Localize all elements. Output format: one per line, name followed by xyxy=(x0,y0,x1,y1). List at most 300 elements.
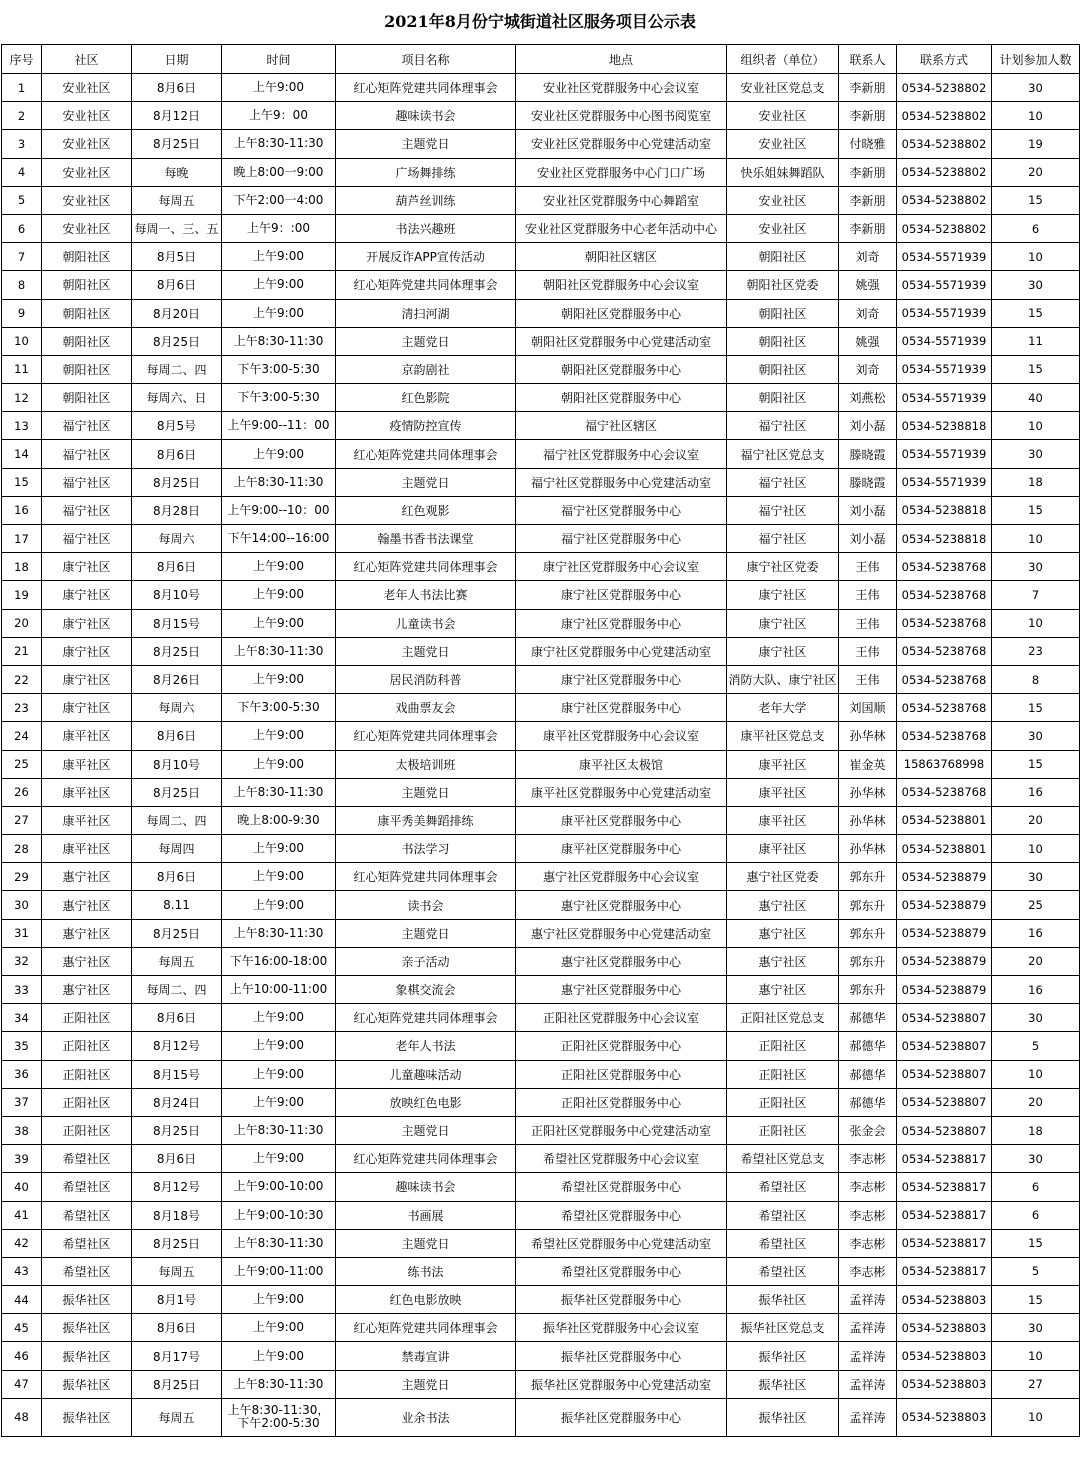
cell-project: 主题党日 xyxy=(336,919,516,947)
cell-organizer: 老年大学 xyxy=(727,694,839,722)
cell-phone: 0534-5238803 xyxy=(897,1370,992,1398)
cell-contact: 郝德华 xyxy=(839,1004,897,1032)
cell-location: 安业社区党群服务中心老年活动中心 xyxy=(516,214,727,242)
cell-date: 8月12日 xyxy=(132,102,222,130)
table-row xyxy=(2,468,1080,496)
cell-no: 47 xyxy=(2,1370,42,1398)
cell-phone: 0534-5238807 xyxy=(897,1004,992,1032)
cell-community: 惠宁社区 xyxy=(42,891,132,919)
cell-phone: 0534-5238817 xyxy=(897,1257,992,1285)
cell-no: 11 xyxy=(2,355,42,383)
cell-phone: 0534-5238818 xyxy=(897,412,992,440)
cell-time: 上午8:30-11:30，下午2:00-5:30 xyxy=(222,1398,336,1436)
cell-count: 30 xyxy=(992,1145,1080,1173)
cell-project: 开展反诈APP宣传活动 xyxy=(336,243,516,271)
cell-project: 老年人书法比赛 xyxy=(336,581,516,609)
cell-organizer: 福宁社区 xyxy=(727,412,839,440)
cell-time: 上午9:00 xyxy=(222,271,336,299)
cell-time: 上午9:00 xyxy=(222,299,336,327)
cell-phone: 0534-5571939 xyxy=(897,440,992,468)
cell-no: 22 xyxy=(2,665,42,693)
cell-count: 10 xyxy=(992,243,1080,271)
cell-location: 惠宁社区党群服务中心党建活动室 xyxy=(516,919,727,947)
cell-organizer: 朝阳社区 xyxy=(727,327,839,355)
cell-phone: 0534-5238817 xyxy=(897,1201,992,1229)
cell-date: 8月15号 xyxy=(132,609,222,637)
cell-community: 安业社区 xyxy=(42,186,132,214)
table-row xyxy=(2,74,1080,102)
cell-no: 29 xyxy=(2,863,42,891)
table-row xyxy=(2,947,1080,975)
header-count: 计划参加人数 xyxy=(992,45,1080,74)
cell-organizer: 康平社区 xyxy=(727,806,839,834)
cell-date: 8月28日 xyxy=(132,496,222,524)
table-row xyxy=(2,1145,1080,1173)
header-date: 日期 xyxy=(132,45,222,74)
cell-contact: 李新朋 xyxy=(839,186,897,214)
cell-no: 48 xyxy=(2,1398,42,1436)
cell-organizer: 快乐姐妹舞蹈队 xyxy=(727,158,839,186)
cell-phone: 0534-5238817 xyxy=(897,1145,992,1173)
cell-date: 8月25日 xyxy=(132,778,222,806)
cell-location: 振华社区党群服务中心 xyxy=(516,1398,727,1436)
cell-phone: 0534-5238802 xyxy=(897,130,992,158)
cell-organizer: 正阳社区 xyxy=(727,1116,839,1144)
cell-project: 清扫河湖 xyxy=(336,299,516,327)
cell-date: 每晚 xyxy=(132,158,222,186)
cell-location: 康宁社区党群服务中心 xyxy=(516,694,727,722)
cell-no: 46 xyxy=(2,1342,42,1370)
cell-date: 每周二、四 xyxy=(132,355,222,383)
cell-location: 康宁社区党群服务中心 xyxy=(516,609,727,637)
table-row xyxy=(2,496,1080,524)
header-community: 社区 xyxy=(42,45,132,74)
cell-organizer: 振华社区 xyxy=(727,1398,839,1436)
cell-project: 主题党日 xyxy=(336,1370,516,1398)
cell-count: 10 xyxy=(992,1060,1080,1088)
cell-phone: 0534-5238807 xyxy=(897,1088,992,1116)
cell-time: 上午8:30-11:30 xyxy=(222,327,336,355)
cell-date: 8月6日 xyxy=(132,1004,222,1032)
header-no: 序号 xyxy=(2,45,42,74)
cell-no: 35 xyxy=(2,1032,42,1060)
cell-community: 朝阳社区 xyxy=(42,384,132,412)
cell-time: 上午9:00 xyxy=(222,835,336,863)
cell-time: 晚上8:00-9:30 xyxy=(222,806,336,834)
cell-contact: 王伟 xyxy=(839,553,897,581)
cell-no: 8 xyxy=(2,271,42,299)
cell-organizer: 康平社区 xyxy=(727,778,839,806)
cell-date: 8月18号 xyxy=(132,1201,222,1229)
cell-date: 8月15号 xyxy=(132,1060,222,1088)
cell-project: 红色电影放映 xyxy=(336,1286,516,1314)
cell-no: 44 xyxy=(2,1286,42,1314)
cell-phone: 0534-5238879 xyxy=(897,947,992,975)
table-row xyxy=(2,102,1080,130)
cell-location: 安业社区党群服务中心图书阅览室 xyxy=(516,102,727,130)
table-row xyxy=(2,835,1080,863)
cell-count: 27 xyxy=(992,1370,1080,1398)
cell-project: 红心矩阵党建共同体理事会 xyxy=(336,1004,516,1032)
cell-community: 福宁社区 xyxy=(42,525,132,553)
cell-organizer: 安业社区 xyxy=(727,102,839,130)
cell-project: 太极培训班 xyxy=(336,750,516,778)
cell-project: 主题党日 xyxy=(336,1229,516,1257)
cell-phone: 0534-5571939 xyxy=(897,355,992,383)
table-row xyxy=(2,525,1080,553)
cell-location: 希望社区党群服务中心 xyxy=(516,1201,727,1229)
cell-time: 上午9:00-10:30 xyxy=(222,1201,336,1229)
cell-project: 儿童读书会 xyxy=(336,609,516,637)
cell-community: 安业社区 xyxy=(42,158,132,186)
cell-date: 每周五 xyxy=(132,1398,222,1436)
cell-date: 8月6日 xyxy=(132,1145,222,1173)
cell-count: 16 xyxy=(992,976,1080,1004)
table-row xyxy=(2,1370,1080,1398)
cell-time: 上午9:00-10:00 xyxy=(222,1173,336,1201)
cell-phone: 0534-5238817 xyxy=(897,1173,992,1201)
table-header-row xyxy=(2,45,1080,74)
cell-organizer: 安业社区 xyxy=(727,214,839,242)
cell-no: 20 xyxy=(2,609,42,637)
cell-count: 5 xyxy=(992,1257,1080,1285)
table-row xyxy=(2,271,1080,299)
cell-time: 上午8:30-11:30 xyxy=(222,1229,336,1257)
cell-date: 8月20日 xyxy=(132,299,222,327)
cell-project: 书法学习 xyxy=(336,835,516,863)
cell-count: 20 xyxy=(992,947,1080,975)
cell-community: 康宁社区 xyxy=(42,694,132,722)
cell-location: 朝阳社区党群服务中心 xyxy=(516,299,727,327)
cell-no: 2 xyxy=(2,102,42,130)
cell-count: 7 xyxy=(992,581,1080,609)
cell-count: 15 xyxy=(992,694,1080,722)
cell-contact: 崔金英 xyxy=(839,750,897,778)
cell-no: 21 xyxy=(2,637,42,665)
cell-project: 练书法 xyxy=(336,1257,516,1285)
cell-contact: 刘燕松 xyxy=(839,384,897,412)
cell-no: 24 xyxy=(2,722,42,750)
cell-project: 红心矩阵党建共同体理事会 xyxy=(336,863,516,891)
cell-date: 每周六 xyxy=(132,525,222,553)
cell-location: 康平社区党群服务中心党建活动室 xyxy=(516,778,727,806)
cell-date: 8月6日 xyxy=(132,863,222,891)
cell-date: 8月25日 xyxy=(132,468,222,496)
cell-date: 8月10号 xyxy=(132,581,222,609)
cell-community: 福宁社区 xyxy=(42,412,132,440)
cell-project: 葫芦丝训练 xyxy=(336,186,516,214)
cell-community: 振华社区 xyxy=(42,1398,132,1436)
cell-community: 正阳社区 xyxy=(42,1116,132,1144)
cell-contact: 王伟 xyxy=(839,581,897,609)
cell-no: 13 xyxy=(2,412,42,440)
header-phone: 联系方式 xyxy=(897,45,992,74)
cell-phone: 0534-5238803 xyxy=(897,1286,992,1314)
cell-phone: 0534-5238879 xyxy=(897,919,992,947)
cell-organizer: 惠宁社区 xyxy=(727,891,839,919)
cell-count: 15 xyxy=(992,1286,1080,1314)
cell-count: 10 xyxy=(992,525,1080,553)
cell-contact: 孟祥涛 xyxy=(839,1314,897,1342)
table-body xyxy=(2,74,1080,1437)
cell-no: 30 xyxy=(2,891,42,919)
cell-organizer: 康宁社区 xyxy=(727,637,839,665)
cell-location: 正阳社区党群服务中心 xyxy=(516,1088,727,1116)
cell-count: 20 xyxy=(992,1088,1080,1116)
cell-organizer: 福宁社区党总支 xyxy=(727,440,839,468)
cell-contact: 孟祥涛 xyxy=(839,1370,897,1398)
cell-contact: 王伟 xyxy=(839,637,897,665)
table-row xyxy=(2,440,1080,468)
cell-count: 30 xyxy=(992,271,1080,299)
cell-phone: 0534-5238768 xyxy=(897,694,992,722)
cell-no: 4 xyxy=(2,158,42,186)
cell-date: 8月25日 xyxy=(132,1370,222,1398)
table-row xyxy=(2,665,1080,693)
cell-community: 福宁社区 xyxy=(42,496,132,524)
cell-time: 上午10:00-11:00 xyxy=(222,976,336,1004)
cell-organizer: 振华社区党总支 xyxy=(727,1314,839,1342)
cell-time: 上午8:30-11:30 xyxy=(222,778,336,806)
cell-no: 10 xyxy=(2,327,42,355)
cell-contact: 李志彬 xyxy=(839,1257,897,1285)
cell-community: 康平社区 xyxy=(42,722,132,750)
cell-phone: 0534-5238802 xyxy=(897,186,992,214)
cell-project: 居民消防科普 xyxy=(336,665,516,693)
cell-project: 主题党日 xyxy=(336,130,516,158)
cell-time: 上午9:00 xyxy=(222,440,336,468)
cell-time: 上午9:00 xyxy=(222,1286,336,1314)
cell-location: 振华社区党群服务中心 xyxy=(516,1342,727,1370)
header-project: 项目名称 xyxy=(336,45,516,74)
cell-contact: 郭东升 xyxy=(839,919,897,947)
cell-project: 老年人书法 xyxy=(336,1032,516,1060)
cell-phone: 0534-5238879 xyxy=(897,891,992,919)
cell-date: 8月6日 xyxy=(132,440,222,468)
cell-phone: 0534-5571939 xyxy=(897,468,992,496)
cell-time: 下午2:00一4:00 xyxy=(222,186,336,214)
cell-project: 趣味读书会 xyxy=(336,1173,516,1201)
cell-date: 8月25日 xyxy=(132,637,222,665)
cell-contact: 姚强 xyxy=(839,271,897,299)
cell-location: 康平社区党群服务中心会议室 xyxy=(516,722,727,750)
cell-community: 正阳社区 xyxy=(42,1032,132,1060)
cell-time: 下午16:00-18:00 xyxy=(222,947,336,975)
cell-project: 书画展 xyxy=(336,1201,516,1229)
cell-phone: 0534-5571939 xyxy=(897,384,992,412)
cell-location: 安业社区党群服务中心舞蹈室 xyxy=(516,186,727,214)
cell-contact: 郭东升 xyxy=(839,976,897,1004)
cell-no: 40 xyxy=(2,1173,42,1201)
cell-contact: 刘奇 xyxy=(839,243,897,271)
cell-phone: 0534-5571939 xyxy=(897,327,992,355)
cell-time: 上午9:00 xyxy=(222,863,336,891)
cell-contact: 李志彬 xyxy=(839,1201,897,1229)
cell-no: 45 xyxy=(2,1314,42,1342)
cell-project: 禁毒宣讲 xyxy=(336,1342,516,1370)
cell-date: 8月10号 xyxy=(132,750,222,778)
cell-project: 读书会 xyxy=(336,891,516,919)
cell-count: 25 xyxy=(992,891,1080,919)
cell-count: 15 xyxy=(992,750,1080,778)
header-contact: 联系人 xyxy=(839,45,897,74)
cell-project: 翰墨书香书法课堂 xyxy=(336,525,516,553)
cell-community: 康宁社区 xyxy=(42,581,132,609)
cell-count: 30 xyxy=(992,1004,1080,1032)
cell-phone: 0534-5238802 xyxy=(897,158,992,186)
cell-phone: 0534-5238803 xyxy=(897,1342,992,1370)
cell-phone: 0534-5238768 xyxy=(897,778,992,806)
cell-community: 振华社区 xyxy=(42,1370,132,1398)
cell-no: 16 xyxy=(2,496,42,524)
cell-organizer: 康平社区 xyxy=(727,835,839,863)
cell-contact: 孙华林 xyxy=(839,778,897,806)
cell-phone: 0534-5238801 xyxy=(897,835,992,863)
cell-community: 安业社区 xyxy=(42,74,132,102)
cell-count: 20 xyxy=(992,158,1080,186)
cell-community: 福宁社区 xyxy=(42,440,132,468)
cell-no: 14 xyxy=(2,440,42,468)
cell-organizer: 康宁社区 xyxy=(727,581,839,609)
cell-count: 8 xyxy=(992,665,1080,693)
table-row xyxy=(2,919,1080,947)
cell-community: 朝阳社区 xyxy=(42,355,132,383)
cell-count: 16 xyxy=(992,778,1080,806)
cell-contact: 滕晓霞 xyxy=(839,440,897,468)
cell-phone: 0534-5238768 xyxy=(897,722,992,750)
cell-location: 康宁社区党群服务中心党建活动室 xyxy=(516,637,727,665)
cell-phone: 0534-5238818 xyxy=(897,496,992,524)
cell-community: 朝阳社区 xyxy=(42,327,132,355)
cell-time: 上午9:00 xyxy=(222,74,336,102)
cell-phone: 0534-5571939 xyxy=(897,271,992,299)
cell-contact: 李志彬 xyxy=(839,1229,897,1257)
cell-time: 上午9:00 xyxy=(222,1314,336,1342)
cell-organizer: 福宁社区 xyxy=(727,468,839,496)
cell-phone: 0534-5238803 xyxy=(897,1398,992,1436)
cell-contact: 孟祥涛 xyxy=(839,1342,897,1370)
cell-project: 红心矩阵党建共同体理事会 xyxy=(336,722,516,750)
cell-phone: 0534-5238879 xyxy=(897,863,992,891)
cell-contact: 孙华林 xyxy=(839,835,897,863)
cell-community: 安业社区 xyxy=(42,130,132,158)
cell-time: 上午9:00--11：00 xyxy=(222,412,336,440)
cell-no: 17 xyxy=(2,525,42,553)
cell-time: 上午9:00 xyxy=(222,722,336,750)
cell-contact: 刘奇 xyxy=(839,299,897,327)
cell-organizer: 朝阳社区 xyxy=(727,384,839,412)
table-row xyxy=(2,1173,1080,1201)
cell-location: 福宁社区党群服务中心 xyxy=(516,496,727,524)
cell-project: 亲子活动 xyxy=(336,947,516,975)
cell-date: 每周二、四 xyxy=(132,976,222,1004)
cell-contact: 郝德华 xyxy=(839,1032,897,1060)
table-row xyxy=(2,1286,1080,1314)
cell-location: 惠宁社区党群服务中心 xyxy=(516,947,727,975)
cell-date: 每周六、日 xyxy=(132,384,222,412)
cell-phone: 0534-5238807 xyxy=(897,1060,992,1088)
cell-project: 主题党日 xyxy=(336,1116,516,1144)
cell-time: 上午9：00 xyxy=(222,102,336,130)
cell-organizer: 惠宁社区 xyxy=(727,976,839,1004)
cell-organizer: 正阳社区 xyxy=(727,1088,839,1116)
cell-location: 康平社区党群服务中心 xyxy=(516,806,727,834)
table-row xyxy=(2,214,1080,242)
cell-project: 红心矩阵党建共同体理事会 xyxy=(336,1145,516,1173)
cell-no: 1 xyxy=(2,74,42,102)
cell-contact: 刘小磊 xyxy=(839,525,897,553)
cell-no: 7 xyxy=(2,243,42,271)
table-row xyxy=(2,1060,1080,1088)
cell-community: 惠宁社区 xyxy=(42,947,132,975)
cell-organizer: 福宁社区 xyxy=(727,525,839,553)
cell-time: 上午8:30-11:30 xyxy=(222,130,336,158)
cell-no: 37 xyxy=(2,1088,42,1116)
cell-organizer: 福宁社区 xyxy=(727,496,839,524)
cell-date: 8月5号 xyxy=(132,412,222,440)
cell-location: 希望社区党群服务中心 xyxy=(516,1173,727,1201)
cell-date: 8月6日 xyxy=(132,553,222,581)
cell-date: 每周五 xyxy=(132,947,222,975)
cell-date: 8月24日 xyxy=(132,1088,222,1116)
cell-organizer: 朝阳社区 xyxy=(727,243,839,271)
cell-contact: 李新朋 xyxy=(839,158,897,186)
cell-count: 10 xyxy=(992,835,1080,863)
cell-count: 6 xyxy=(992,1201,1080,1229)
cell-no: 9 xyxy=(2,299,42,327)
cell-contact: 刘小磊 xyxy=(839,496,897,524)
cell-date: 8月17号 xyxy=(132,1342,222,1370)
table-row xyxy=(2,1398,1080,1436)
cell-no: 5 xyxy=(2,186,42,214)
table-row xyxy=(2,130,1080,158)
cell-date: 8月25日 xyxy=(132,130,222,158)
cell-organizer: 安业社区 xyxy=(727,186,839,214)
cell-count: 30 xyxy=(992,553,1080,581)
cell-organizer: 希望社区 xyxy=(727,1257,839,1285)
cell-time: 上午9:00 xyxy=(222,553,336,581)
table-row xyxy=(2,750,1080,778)
cell-count: 18 xyxy=(992,468,1080,496)
cell-date: 8月6日 xyxy=(132,271,222,299)
cell-organizer: 振华社区 xyxy=(727,1342,839,1370)
cell-community: 朝阳社区 xyxy=(42,299,132,327)
table-row xyxy=(2,355,1080,383)
cell-project: 主题党日 xyxy=(336,468,516,496)
cell-community: 安业社区 xyxy=(42,214,132,242)
table-row xyxy=(2,1229,1080,1257)
cell-no: 31 xyxy=(2,919,42,947)
cell-count: 15 xyxy=(992,496,1080,524)
header-organizer: 组织者（单位） xyxy=(727,45,839,74)
cell-phone: 0534-5238802 xyxy=(897,102,992,130)
cell-count: 15 xyxy=(992,355,1080,383)
cell-location: 希望社区党群服务中心 xyxy=(516,1257,727,1285)
cell-organizer: 朝阳社区 xyxy=(727,299,839,327)
cell-location: 惠宁社区党群服务中心 xyxy=(516,891,727,919)
header-location: 地点 xyxy=(516,45,727,74)
table-row xyxy=(2,299,1080,327)
table-row xyxy=(2,1004,1080,1032)
cell-location: 福宁社区党群服务中心 xyxy=(516,525,727,553)
cell-location: 福宁社区党群服务中心会议室 xyxy=(516,440,727,468)
cell-location: 朝阳社区党群服务中心 xyxy=(516,355,727,383)
cell-project: 业余书法 xyxy=(336,1398,516,1436)
cell-location: 康宁社区党群服务中心会议室 xyxy=(516,553,727,581)
cell-time: 上午9:00 xyxy=(222,665,336,693)
cell-location: 福宁社区辖区 xyxy=(516,412,727,440)
cell-date: 8月12号 xyxy=(132,1032,222,1060)
